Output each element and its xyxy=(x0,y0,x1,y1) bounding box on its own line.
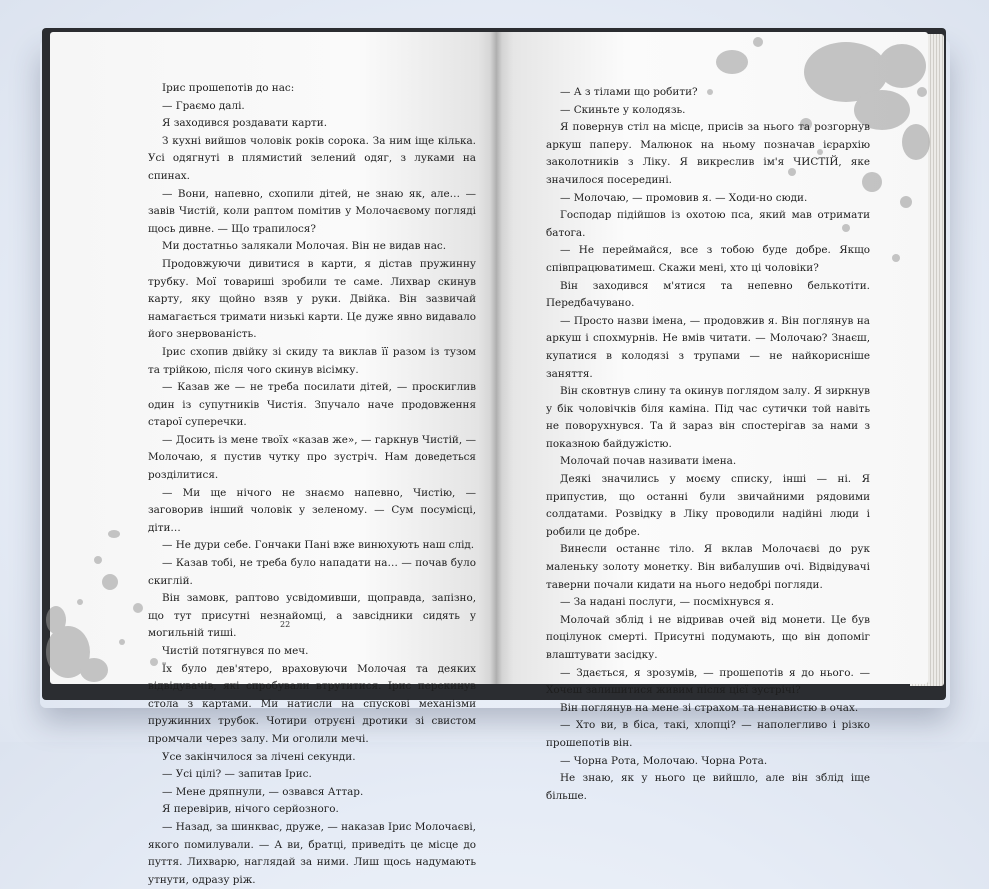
paragraph: — Усі цілі? — запитав Ірис. xyxy=(162,768,312,781)
paragraph: Господар підійшов із охотою пса, який мав отримати батога. xyxy=(546,209,870,239)
paragraph: — Хто ви, в біса, такі, хлопці? — наполегливо і різко прошепотів він. xyxy=(546,719,870,749)
paragraph: — Здається, я зрозумів, — прошепотів я до нього. — Хочеш залишитися живим після цієї зустрічі? xyxy=(546,666,870,697)
paragraph: Він замовк, раптово усвідомивши, щоправда, запізно, що тут присутні незнайомці, а завсідники сидять у могильній тиші. xyxy=(148,592,476,640)
paragraph: Не знаю, як у нього це вийшло, але він зблід іще більше. xyxy=(546,772,870,802)
paragraph: — Казав тобі, не треба було нападати на… — почав було скиглій. xyxy=(148,557,476,587)
paragraph: Ірис прошепотів до нас: xyxy=(162,82,295,94)
paragraph: Я повернув стіл на місце, присів за нього та розгорнув аркуш паперу. Малюнок на ньому позначав ієрархію заколотників з Ліку. Я викреслив ім'я ЧИСТІЙ, яке значилося посередині. xyxy=(546,121,870,186)
right-page xyxy=(496,32,928,802)
left-page-text xyxy=(148,80,476,889)
paragraph: Він сковтнув слину та окинув поглядом залу. Я зиркнув у бік чоловічків біля каміна. Під час сутички той навіть не поворухнувся. Та й зараз він спостерігав за нами з показною байдужістю. xyxy=(546,385,870,450)
right-page-text xyxy=(546,84,870,805)
paragraph: — Молочаю, — промовив я. — Ходи-но сюди. xyxy=(560,191,808,204)
paragraph: Деякі значились у моєму списку, інші — ні. Я припустив, що останні були звичайними рядовими солдатами. Розвідку в Ліку проводили надійні люди і робили це добре. xyxy=(546,473,870,538)
paragraph: Він заходився м'ятися та непевно белькотіти. Передбачувано. xyxy=(546,279,870,310)
paragraph: — Не переймайся, все з тобою буде добре. Якщо співпрацюватимеш. Скажи мені, хто ці чоловіки? xyxy=(546,244,870,274)
paragraph: — За надані послуги, — посміхнувся я. xyxy=(560,596,775,609)
paragraph: Винесли останнє тіло. Я вклав Молочаєві до рук маленьку золоту монетку. Він вибалушив очі. Відвідувачі таверни почали кидати на нього недобрі погляди. xyxy=(546,543,870,591)
paragraph: З кухні вийшов чоловік років сорока. За ним іще кілька. Усі одягнуті в плямистий зелений одяг, з луками на спинах. xyxy=(148,134,476,182)
paragraph: — Чорна Рота, Молочаю. Чорна Рота. xyxy=(560,754,768,767)
book-gutter xyxy=(490,32,502,684)
left-page xyxy=(50,32,496,886)
paragraph: Він поглянув на мене зі страхом та ненавистю в очах. xyxy=(560,701,859,714)
paragraph: — Просто назви імена, — продовжив я. Він поглянув на аркуш і спохмурнів. Не вмів читати. — Молочаю? Знаєш, купатися в колодязі з трупами — не найкорисніше заняття. xyxy=(546,314,870,380)
paragraph: — Досить із мене твоїх «казав же», — гаркнув Чистій, — Молочаю, я пустив чутку про зустріч. Нам доведеться розділитися. xyxy=(148,433,476,482)
paragraph: — Вони, напевно, схопили дітей, не знаю як, але… — завів Чистій, коли раптом помітив у Молочаєвому погляді щось дивне. — Що трапилося? xyxy=(148,187,476,235)
paragraph: — Ми ще нічого не знаємо напевно, Чистію, — заговорив інший чоловік у зеленому. — Сум посумісці, діти… xyxy=(148,486,476,534)
paragraph: Їх було дев'ятеро, враховуючи Молочая та деяких відвідувачів, які спробували втрутитися. Ірис перекинув стола з картами. Ми натисли на спускові механізми пружинних трубок. Чотири отруєні дротики зі свистом промчали через залу. Ми оголили мечі. xyxy=(148,662,476,745)
paragraph: — Назад, за шинквас, друже, — наказав Ірис Молочаєві, якого помилували. — А ви, братці, приведіть це місце до пуття. Лихварю, наглядай за ними. Лиш щось надумають утнути, одразу ріж. xyxy=(148,820,476,886)
paragraph: Молочай почав називати імена. xyxy=(560,455,737,468)
paragraph: Я перевірив, нічого серйозного. xyxy=(162,803,339,816)
paragraph: Усе закінчилося за лічені секунди. xyxy=(162,750,356,763)
paragraph: — Казав же — не треба посилати дітей, — проскиглив один із супутників Чистія. Зпучало наче продовження старої суперечки. xyxy=(148,381,476,429)
paragraph: — Граємо далі. xyxy=(162,99,245,112)
page-number: 22 xyxy=(280,620,291,629)
paragraph: — Не дури себе. Гончаки Пані вже винюхують наш слід. xyxy=(162,539,475,552)
paragraph: Ірис схопив двійку зі скиду та виклав її разом із тузом та трійкою, після чого скинув вісімку. xyxy=(148,345,476,376)
paragraph: Ми достатньо залякали Молочая. Він не видав нас. xyxy=(162,240,447,253)
paragraph: Чистій потягнувся по меч. xyxy=(162,645,309,657)
paragraph: Продовжуючи дивитися в карти, я дістав пружинну трубку. Мої товариші зробили те саме. Лихвар скинув карту, яку щойно взяв у руки. Двійка. Він зазвичай намагається тримати низькі карти. Це дуже явно видавало його знервованість. xyxy=(148,257,476,341)
paragraph: — А з тілами що робити? xyxy=(560,86,698,98)
paragraph: Я заходився роздавати карти. xyxy=(162,117,328,130)
paragraph: Молочай зблід і не відривав очей від монети. Це був поцілунок смерті. Присутні подумають, що він допоміг влаштувати засідку. xyxy=(546,613,870,661)
paragraph: — Скиньте у колодязь. xyxy=(560,103,686,116)
paragraph: — Мене дряпнули, — озвався Аттар. xyxy=(162,785,364,798)
